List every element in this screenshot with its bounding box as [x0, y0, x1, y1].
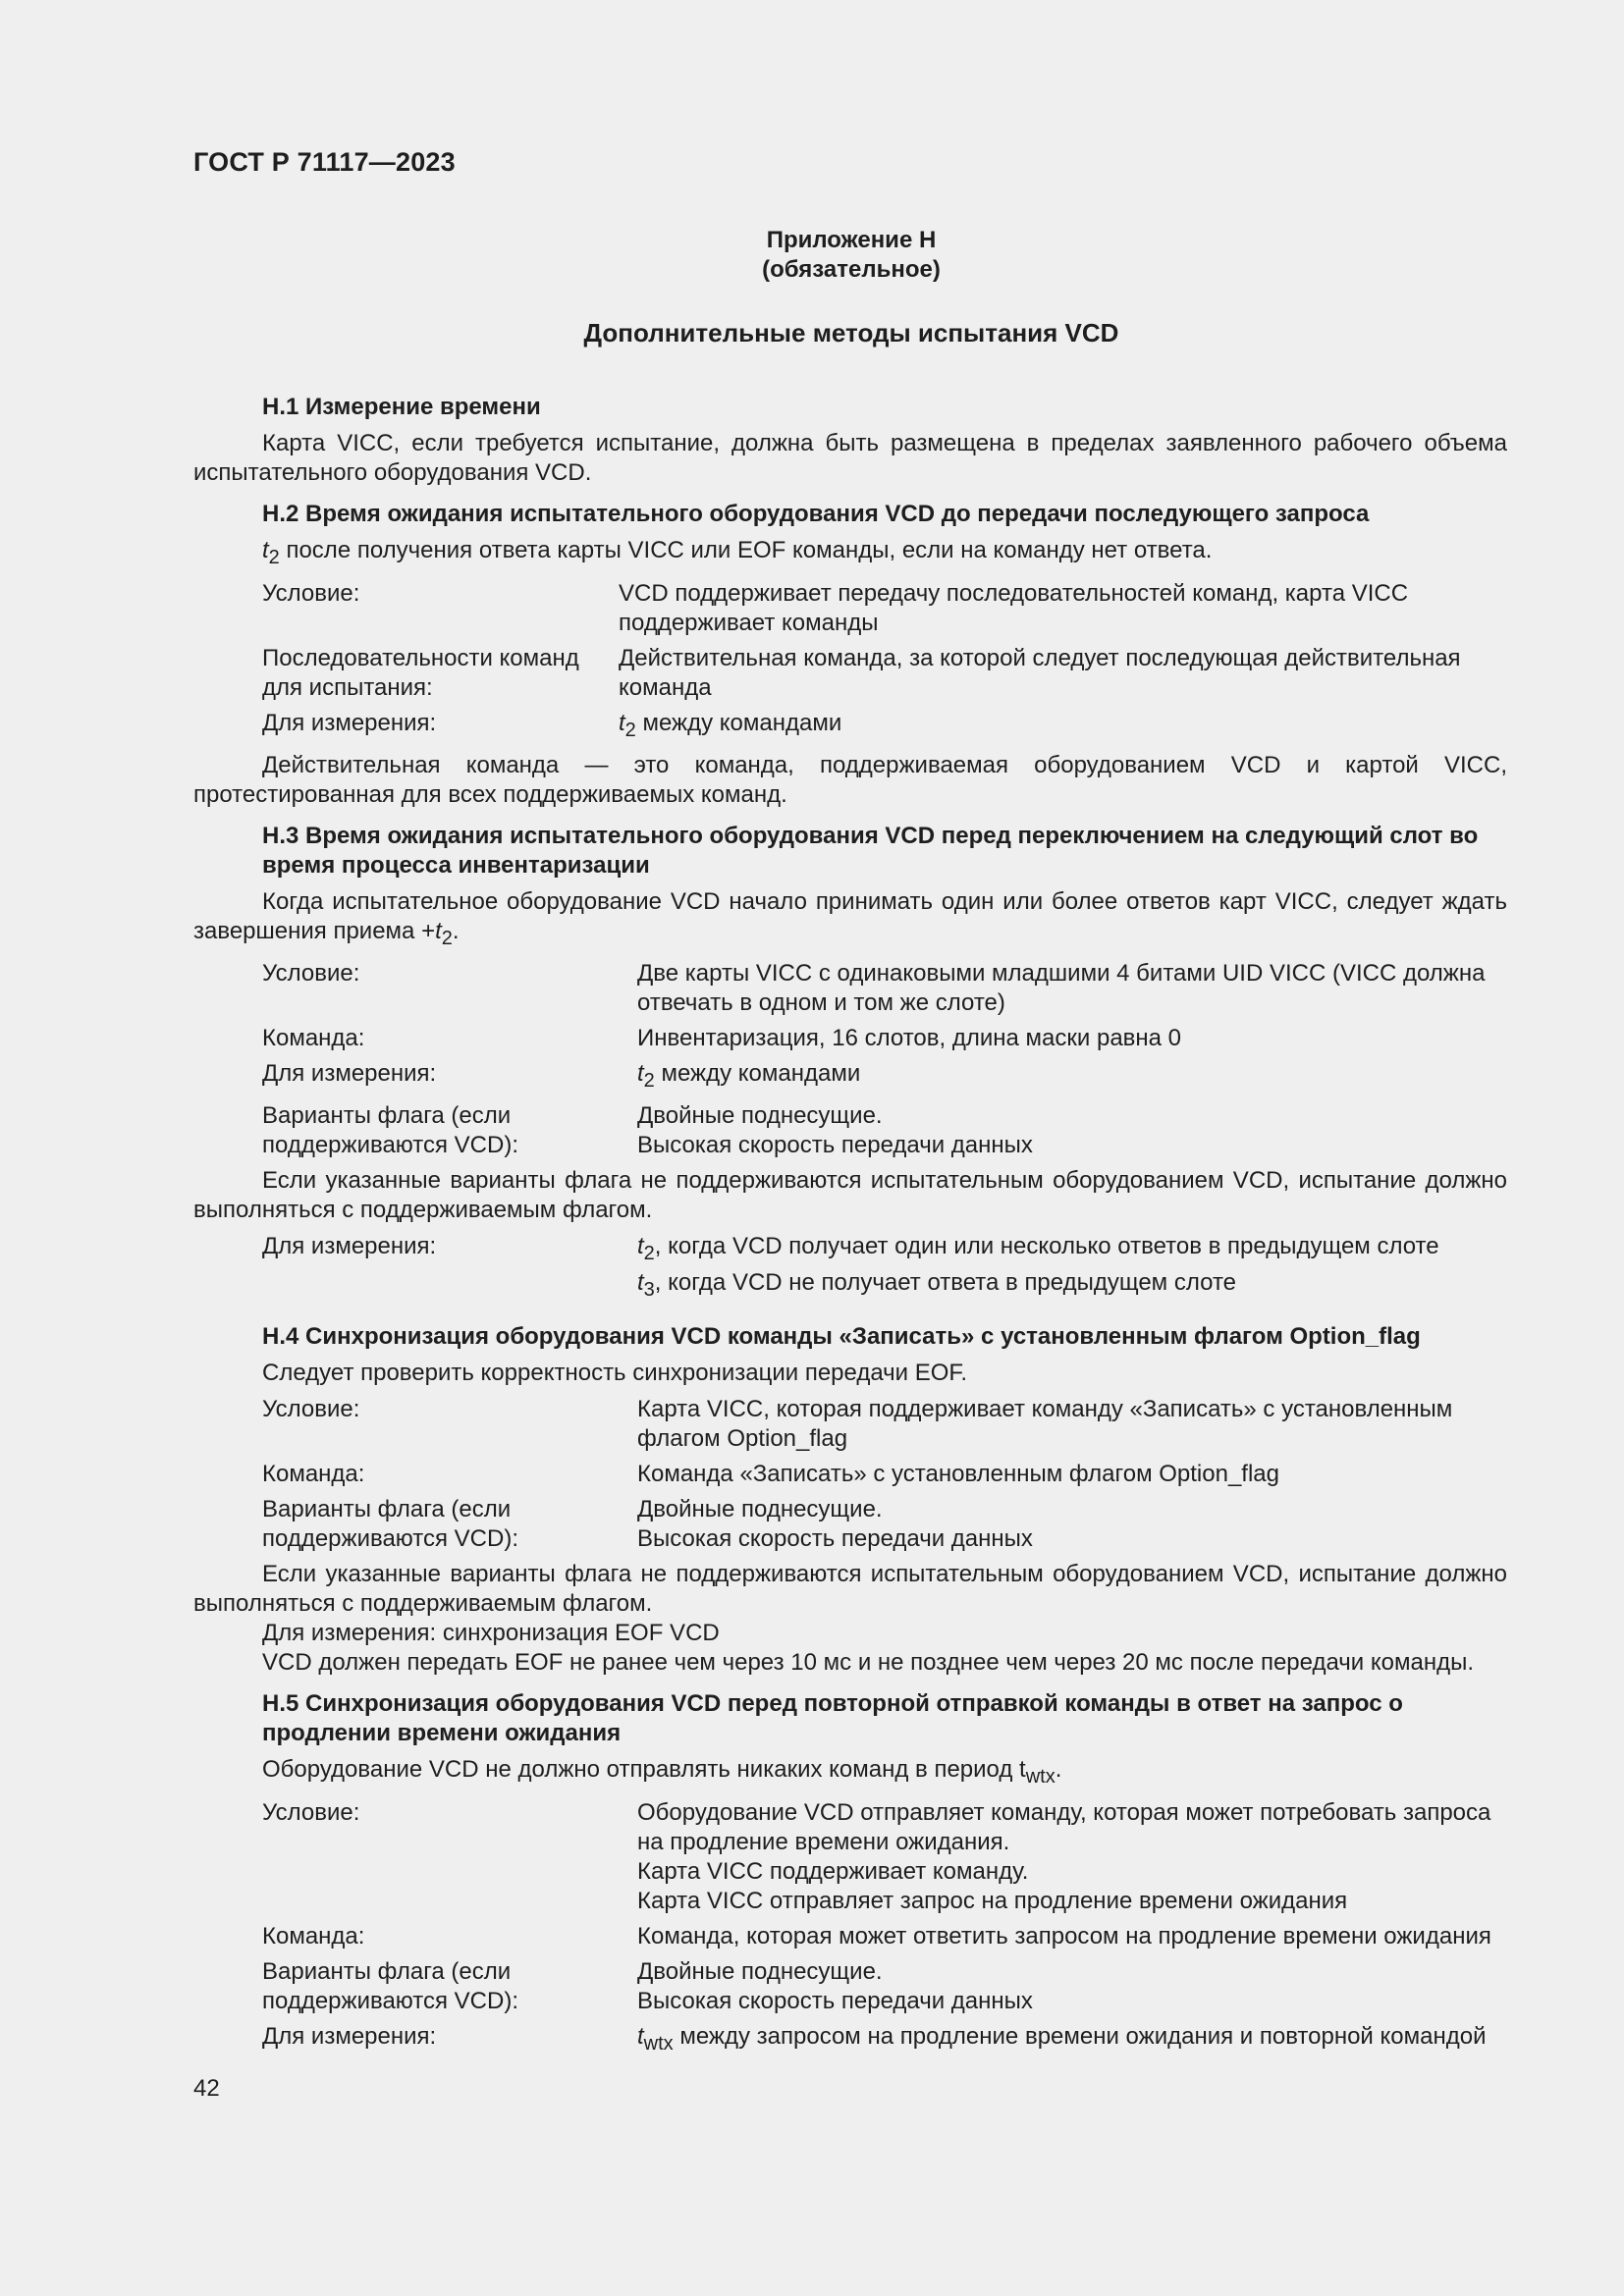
row-label: Последовательности команд для испытания:	[262, 644, 579, 701]
text: между запросом на продление времени ожидания и повторной командой	[673, 2022, 1487, 2050]
table-row	[193, 1059, 1507, 1095]
subscript: 3	[643, 1278, 655, 1301]
row-value: Действительная команда, за которой следует последующая действительная команда	[619, 644, 1461, 701]
value-line: Высокая скорость передачи данных	[637, 1987, 1033, 2014]
paragraph	[193, 536, 1507, 572]
section-heading: Н.5 Синхронизация оборудования VCD перед повторной отправкой команды в ответ на запрос о продлении времени ожидания	[262, 1689, 1403, 1746]
text: между командами	[654, 1060, 861, 1088]
annex-name: Дополнительные методы испытания VCD	[583, 318, 1119, 347]
row-value: Две карты VICC с одинаковыми младшими 4 битами UID VICC (VICC должна отвечать в одном и том же слоте)	[637, 960, 1486, 1017]
subscript: wtx	[1025, 1765, 1056, 1788]
paragraph: VCD должен передать EOF не ранее чем через 10 мс и не позднее чем через 20 мс после передачи команды.	[262, 1648, 1474, 1676]
text: .	[1055, 1755, 1062, 1783]
value-line: Карта VICC поддерживает команду.	[637, 1857, 1029, 1885]
section-heading: Н.4 Синхронизация оборудования VCD команды «Записать» с установленным флагом Option_flag	[262, 1322, 1421, 1350]
table-row	[193, 2022, 1507, 2058]
subscript: 2	[441, 927, 453, 949]
page-number: 42	[193, 2075, 220, 2102]
row-label: Для измерения:	[262, 709, 437, 736]
row-value	[637, 1957, 1507, 2016]
paragraph: Действительная команда — это команда, поддерживаемая оборудованием VCD и картой VICC, протестированная для всех поддерживаемых команд.	[193, 751, 1507, 808]
row-label: Условие:	[262, 1798, 360, 1826]
text: между командами	[635, 709, 842, 736]
value-line	[637, 1268, 1507, 1305]
document-body	[193, 393, 1507, 2063]
value-line	[637, 1232, 1507, 1268]
row-label: Для измерения:	[262, 1060, 437, 1088]
variable: t	[619, 709, 625, 736]
standard-id: ГОСТ Р 71117—2023	[193, 147, 456, 177]
section-h5	[193, 1689, 1507, 2058]
row-label: Команда:	[262, 1460, 365, 1487]
variable: t	[262, 537, 269, 563]
section-h1	[193, 393, 1507, 488]
parameter-table	[193, 959, 1507, 1160]
paragraph: Карта VICC, если требуется испытание, должна быть размещена в пределах заявленного рабочего объема испытательного оборудования VCD.	[193, 430, 1507, 486]
section-heading: Н.2 Время ожидания испытательного оборудования VCD до передачи последующего запроса	[262, 501, 1370, 527]
subscript: 2	[624, 719, 636, 741]
value-line: Оборудование VCD отправляет команду, которая может потребовать запроса на продление времени ожидания.	[637, 1798, 1491, 1855]
variable: t	[637, 1268, 644, 1296]
table-row	[193, 1922, 1507, 1951]
text: , когда VCD получает один или несколько ответов в предыдущем слоте	[654, 1233, 1439, 1260]
variable: t	[637, 2022, 644, 2050]
row-value	[637, 2022, 1507, 2058]
table-row	[193, 959, 1507, 1018]
table-row	[193, 709, 1507, 745]
annex-heading	[0, 226, 1624, 285]
value-line: Двойные поднесущие.	[637, 1495, 883, 1522]
row-label: Условие:	[262, 960, 360, 988]
row-value: Инвентаризация, 16 слотов, длина маски равна 0	[637, 1025, 1182, 1052]
table-row	[193, 579, 1507, 638]
value-line: Высокая скорость передачи данных	[637, 1132, 1033, 1159]
section-heading: Н.1 Измерение времени	[262, 394, 541, 420]
row-label: Условие:	[262, 579, 360, 607]
table-row	[193, 1101, 1507, 1160]
value-line: Двойные поднесущие.	[637, 1102, 883, 1130]
paragraph: Если указанные варианты флага не поддерживаются испытательным оборудованием VCD, испытание должно выполняться с поддерживаемым флагом.	[193, 1167, 1507, 1224]
subscript: 2	[268, 546, 280, 568]
row-label: Команда:	[262, 1025, 365, 1052]
row-value: Команда, которая может ответить запросом на продление времени ожидания	[637, 1922, 1491, 1949]
variable: t	[435, 917, 442, 944]
table-row	[193, 1798, 1507, 1916]
table-row	[193, 1232, 1507, 1305]
row-value: Команда «Записать» с установленным флагом Option_flag	[637, 1460, 1279, 1487]
subscript: 2	[643, 1242, 655, 1264]
section-h3	[193, 822, 1507, 1305]
row-label: Для измерения:	[262, 1233, 437, 1260]
text: Оборудование VCD не должно отправлять никаких команд в период t	[262, 1755, 1026, 1783]
table-row	[193, 1957, 1507, 2016]
row-label: Варианты флага (если поддерживаются VCD):	[262, 1102, 518, 1159]
value-line: Высокая скорость передачи данных	[637, 1524, 1033, 1552]
row-value	[619, 709, 1507, 745]
row-value: Карта VICC, которая поддерживает команду «Записать» с установленным флагом Option_flag	[637, 1395, 1453, 1452]
annex-status: (обязательное)	[762, 256, 941, 283]
paragraph	[193, 887, 1507, 953]
parameter-table	[193, 1395, 1507, 1554]
table-row	[193, 1460, 1507, 1489]
section-heading: Н.3 Время ожидания испытательного оборудования VCD перед переключением на следующий слот во время процесса инвентаризации	[262, 822, 1479, 879]
table-row	[193, 1495, 1507, 1554]
row-value	[637, 1101, 1507, 1160]
value-line: Карта VICC отправляет запрос на продление времени ожидания	[637, 1887, 1348, 1914]
paragraph: Следует проверить корректность синхронизации передачи EOF.	[262, 1359, 968, 1386]
section-h2	[193, 500, 1507, 810]
row-label: Условие:	[262, 1395, 360, 1422]
row-value	[637, 1232, 1507, 1305]
row-value: VCD поддерживает передачу последовательностей команд, карта VICC поддерживает команды	[619, 579, 1409, 636]
table-row	[193, 644, 1507, 703]
text: , когда VCD не получает ответа в предыдущем слоте	[654, 1268, 1237, 1296]
variable: t	[637, 1233, 644, 1260]
row-value	[637, 1495, 1507, 1554]
paragraph: Если указанные варианты флага не поддерживаются испытательным оборудованием VCD, испытание должно выполняться с поддерживаемым флагом.	[193, 1560, 1507, 1617]
value-line: Двойные поднесущие.	[637, 1957, 883, 1985]
subscript: wtx	[643, 2032, 674, 2055]
annex-title: Приложение Н	[766, 227, 937, 253]
parameter-table	[193, 1798, 1507, 2058]
row-label: Команда:	[262, 1922, 365, 1949]
parameter-table	[193, 1232, 1507, 1305]
row-label: Варианты флага (если поддерживаются VCD):	[262, 1957, 518, 2014]
text: .	[452, 917, 460, 944]
paragraph	[193, 1755, 1507, 1791]
variable: t	[637, 1060, 644, 1088]
section-h4	[193, 1322, 1507, 1678]
text: после получения ответа карты VICC или EOF команды, если на команду нет ответа.	[279, 537, 1213, 563]
parameter-table	[193, 579, 1507, 745]
row-value	[637, 1798, 1507, 1916]
subscript: 2	[643, 1070, 655, 1093]
paragraph: Для измерения: синхронизация EOF VCD	[262, 1619, 720, 1646]
row-label: Для измерения:	[262, 2022, 437, 2050]
row-value	[637, 1059, 1507, 1095]
row-label: Варианты флага (если поддерживаются VCD):	[262, 1495, 518, 1552]
table-row	[193, 1024, 1507, 1053]
text: Когда испытательное оборудование VCD начало принимать один или более ответов карт VICC, следует ждать завершения приема +	[193, 887, 1507, 944]
table-row	[193, 1395, 1507, 1454]
